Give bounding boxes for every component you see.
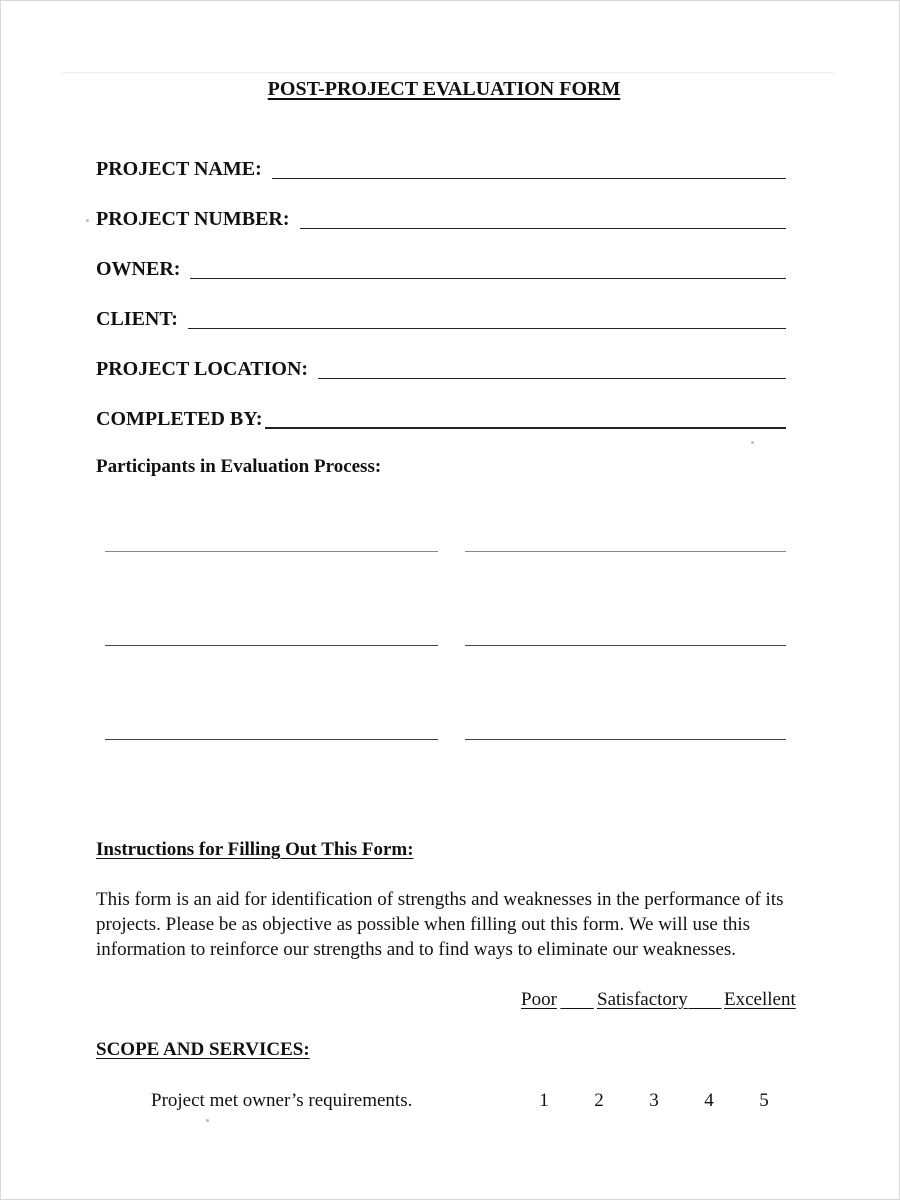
project-number-label: PROJECT NUMBER: <box>96 208 290 230</box>
score-5[interactable]: 5 <box>759 1090 769 1111</box>
score-3[interactable]: 3 <box>649 1090 659 1111</box>
owner-field[interactable] <box>96 254 786 280</box>
owner-line[interactable] <box>190 275 786 279</box>
instructions-line: projects. Please be as objective as possible when filling out this form. We will use this <box>96 914 751 935</box>
client-label: CLIENT: <box>96 308 178 330</box>
project-location-label: PROJECT LOCATION: <box>96 358 309 380</box>
score-1[interactable]: 1 <box>539 1090 549 1111</box>
rating-gap-2 <box>686 989 724 1011</box>
scan-speck <box>751 441 754 444</box>
participant-line-1[interactable] <box>105 551 438 552</box>
scan-speck <box>86 219 89 222</box>
rating-gap-1 <box>557 989 597 1011</box>
client-field[interactable] <box>96 304 786 330</box>
project-name-label: PROJECT NAME: <box>96 158 262 180</box>
top-rule <box>62 72 834 73</box>
participant-line-6[interactable] <box>465 739 786 740</box>
participants-label: Participants in Evaluation Process: <box>96 456 382 477</box>
project-name-field[interactable] <box>96 154 786 180</box>
participant-line-5[interactable] <box>105 739 438 740</box>
participant-line-2[interactable] <box>465 551 786 552</box>
criterion-owner-requirements: Project met owner’s requirements. <box>151 1090 413 1111</box>
score-2[interactable]: 2 <box>594 1090 604 1111</box>
form-title <box>0 78 888 101</box>
owner-label: OWNER: <box>96 258 181 280</box>
participant-line-4[interactable] <box>465 645 786 646</box>
instructions-line: information to reinforce our strengths and to find ways to eliminate our weaknesses. <box>96 939 737 960</box>
instructions-heading: Instructions for Filling Out This Form: <box>96 839 414 860</box>
scan-speck <box>206 1119 209 1122</box>
client-line[interactable] <box>188 325 786 329</box>
project-location-field[interactable] <box>96 354 786 380</box>
completed-by-field[interactable] <box>96 404 786 430</box>
project-number-field[interactable] <box>96 204 786 230</box>
rating-excellent-label: Excellent <box>724 989 796 1010</box>
participant-line-3[interactable] <box>105 645 438 646</box>
rating-satisfactory-label: Satisfactory <box>597 989 688 1010</box>
rating-poor-label: Poor <box>521 989 557 1010</box>
form-title-text: POST-PROJECT EVALUATION FORM <box>267 78 621 100</box>
scope-heading: SCOPE AND SERVICES: <box>96 1039 310 1060</box>
score-4[interactable]: 4 <box>704 1090 714 1111</box>
completed-by-label: COMPLETED BY: <box>96 408 263 430</box>
project-number-line[interactable] <box>300 225 786 229</box>
project-location-line[interactable] <box>318 375 786 379</box>
instructions-body <box>96 887 796 962</box>
completed-by-line[interactable] <box>265 424 786 429</box>
instructions-line: This form is an aid for identification of strengths and weaknesses in the performance of its <box>96 889 784 910</box>
project-name-line[interactable] <box>272 175 786 179</box>
